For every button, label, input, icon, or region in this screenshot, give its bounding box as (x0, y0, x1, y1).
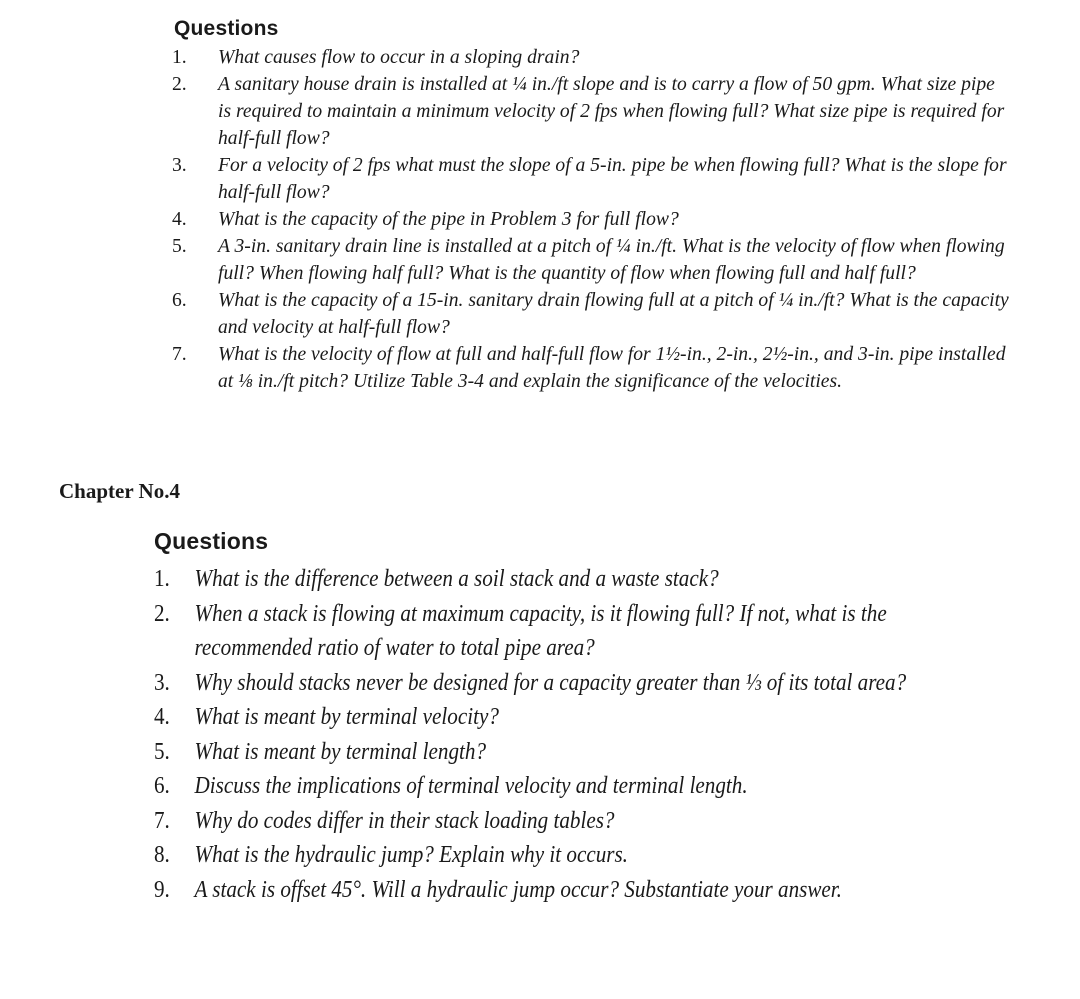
section-2-heading: Questions (154, 528, 269, 554)
question-number: 3. (154, 669, 170, 696)
question-text: A stack is offset 45°. Will a hydraulic jump occur? Substantiate your answer. (194, 876, 842, 903)
question-text: What is meant by terminal velocity? (194, 704, 499, 730)
question-number: 8. (154, 842, 170, 868)
question-text: When a stack is flowing at maximum capacity, is it flowing full? If not, what is the recommended ratio of water to total pipe area? (194, 600, 887, 661)
question-item (154, 838, 999, 873)
question-item (172, 341, 1012, 395)
question-number: 7. (154, 807, 170, 834)
question-text: Why do codes differ in their stack loading tables? (194, 807, 615, 834)
question-item (172, 71, 1012, 152)
question-number: 1. (172, 47, 187, 68)
question-item (154, 873, 999, 908)
question-number: 3. (172, 155, 187, 176)
question-text: What is the capacity of a 15-in. sanitary drain flowing full at a pitch of ¼ in./ft? What is the capacity and velocity at half-full flow? (218, 290, 1009, 338)
section-1-heading: Questions (174, 17, 279, 40)
question-number: 2. (172, 74, 187, 95)
question-text: What causes flow to occur in a sloping drain? (218, 47, 580, 68)
section-1-question-list (172, 44, 1012, 395)
chapter-title: Chapter No.4 (59, 479, 180, 503)
question-text: What is meant by terminal length? (194, 738, 487, 765)
question-item (172, 233, 1012, 287)
question-number: 5. (154, 738, 170, 765)
question-text: What is the difference between a soil stack and a waste stack? (194, 566, 719, 592)
question-number: 1. (154, 566, 170, 592)
question-item (154, 769, 999, 804)
question-item (172, 287, 1012, 341)
question-text: Why should stacks never be designed for a capacity greater than ⅓ of its total area? (194, 669, 907, 696)
question-text: What is the hydraulic jump? Explain why it occurs. (194, 842, 628, 868)
question-text: Discuss the implications of terminal velocity and terminal length. (194, 773, 748, 799)
question-text: A 3-in. sanitary drain line is installed at a pitch of ¼ in./ft. What is the velocity of flow when flowing full? When flowing half full? What is the quantity of flow when flowing full and half full? (218, 236, 1005, 284)
question-number: 2. (154, 600, 170, 627)
question-item (154, 804, 999, 839)
question-number: 6. (154, 773, 170, 799)
question-item (154, 700, 999, 735)
question-item (172, 44, 1012, 71)
question-item (154, 735, 999, 770)
question-item (172, 152, 1012, 206)
question-item (154, 597, 999, 666)
question-number: 7. (172, 344, 187, 365)
question-item (154, 562, 999, 597)
question-number: 5. (172, 236, 187, 257)
question-number: 4. (172, 209, 187, 230)
question-number: 6. (172, 290, 187, 311)
question-number: 4. (154, 704, 170, 730)
question-item (154, 666, 999, 701)
section-2-question-list (154, 562, 999, 907)
question-number: 9. (154, 876, 170, 903)
question-text: What is the capacity of the pipe in Problem 3 for full flow? (218, 209, 679, 230)
question-item (172, 206, 1012, 233)
question-text: For a velocity of 2 fps what must the slope of a 5-in. pipe be when flowing full? What is the slope for half-full flow? (218, 155, 1007, 203)
question-text: A sanitary house drain is installed at ¼ in./ft slope and is to carry a flow of 50 gpm. What size pipe is required to maintain a minimum velocity of 2 fps when flowing full? What size pipe is required for half-full flow? (218, 74, 1005, 149)
question-text: What is the velocity of flow at full and half-full flow for 1½-in., 2-in., 2½-in., and 3-in. pipe installed at ⅛ in./ft pitch? Utilize Table 3-4 and explain the significance of the velocities. (218, 344, 1006, 392)
